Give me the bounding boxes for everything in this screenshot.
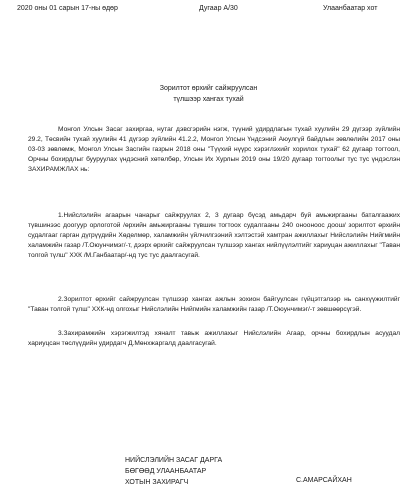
clause-1: 1.Нийслэлийн агаарын чанарыг сайжруулах 2, 3 дугаар бүсэд амьдарч буй амьжиргааны баталгаажих түвшинээс доогуур орлоготой /өрхийн амьжиргааны түвшин тогтоох судалгааны 240 оноонoос доош/ зорилтот өрхийн судалгааг гарган дүгрүүдийн Хөделмөр, халамжийн үйлчилгээний хэлтэстэй хамтран ажиллахыг Нийслэлийн Нийгмийн халамжийн газар /Т.Оюунчимэг/-т, дээрх өрхийг сайжруулсан түлшээр хангах нийлүүлэлтийг хариуцан ажиллахыг "Таван толгой түлш" ХХК /М.Ганбаатар/-нд тус тус даалгасугай.: [28, 212, 400, 259]
decree-number: Дугаар А/30: [199, 5, 238, 12]
decree-title: [0, 84, 417, 105]
decree-date: 2020 оны 01 сарын 17-ны өдөр: [17, 5, 118, 12]
signature-title-1: НИЙСЛЭЛИЙН ЗАСАГ ДАРГА: [125, 457, 223, 464]
signatory-name: С.АМАРСАЙХАН: [296, 477, 352, 484]
clause-2: 2.Зорилтот өрхийг сайжруулсан түлшээр хангах ажлын зохион байгуулсан гүйцэтгэлээр нь санхүүжилтийг "Таван толгой түлш" ХХК-нд олгохыг Нийслэлийн Нийгмийн халамжийн газар /Т.Оюунчимэг/-т зөвшөөрсүгэй.: [28, 296, 400, 313]
title-line-2: түлшээр хангах тухай: [173, 95, 244, 103]
preamble-paragraph: Монгол Улсын Засаг захиргаа, нутаг дэвсгэрийн нэгж, түүний удирдлагын тухай хуулийн 29 дүгээр зүйлийн 29.2, Төсвийн тухай хуулийн 41 дүгээр зүйлийн 41.2.2, Монгол Улсын Үндсэний Аюулгүй байдлын зөвлөлийн 2017 оны 03-03 зөвлөмж, Монгол Улсын Засгийн газрын 2018 оны "Түүхий нүүрс хэрэглэхийг хорилох тухай" 62 дугаар тогтоол, Орчны бохирдлыг бууруулах үндэсний хөтөлбөр, Улсын Их Хурлын 2019 оны 19/20 дугаар тогтоолыг тус тус үндэслэн ЗАХИРАМЖЛАХ нь:: [28, 126, 400, 173]
decree-city: Улаанбаатар хот: [323, 5, 378, 12]
title-line-1: Зорилтот өрхийг сайжруулсан: [159, 85, 258, 92]
clause-3: 3.Захирамжийн хэрэгжилтэд хяналт тавьж ажиллахыг Нийслэлийн Агаар, орчны бохирдлын асуудал хариуцсан төслүүдийн удирдагч Д.Мөнхжаргалд даалгасугай.: [28, 330, 400, 347]
signature-title-3: ХОТЫН ЗАХИРАГЧ: [125, 479, 189, 486]
signature-title-2: БӨГӨӨД УЛААНБААТАР: [125, 468, 207, 475]
